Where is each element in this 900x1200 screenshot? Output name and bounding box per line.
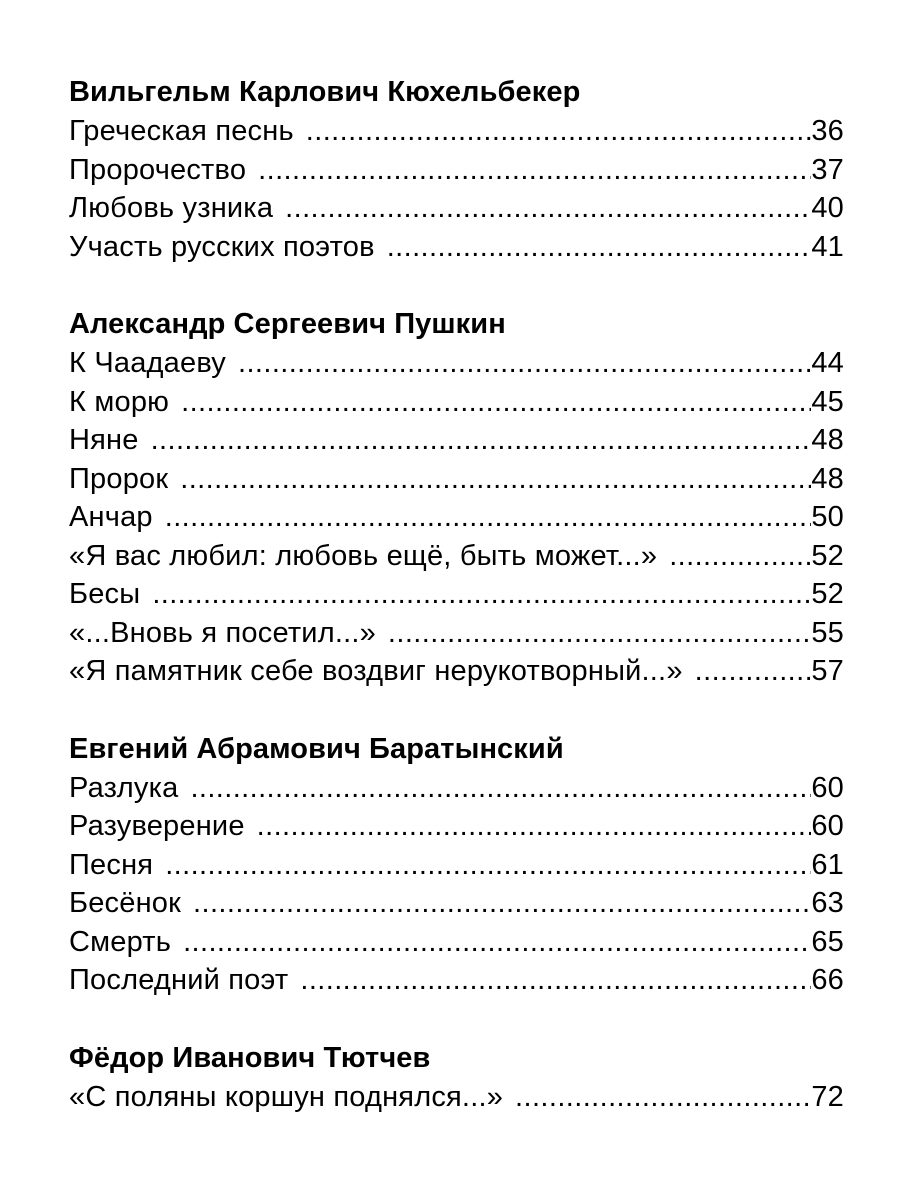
dot-leader bbox=[285, 189, 811, 228]
entry-title: Песня bbox=[69, 848, 154, 881]
entry-title: К Чаадаеву bbox=[69, 347, 226, 379]
dot-leader bbox=[306, 112, 812, 151]
toc-entry bbox=[69, 537, 844, 576]
entry-page-number: 44 bbox=[811, 347, 844, 379]
entry-page-number: 41 bbox=[811, 230, 844, 263]
entry-page-number: 37 bbox=[811, 153, 844, 186]
author-heading: Александр Сергеевич Пушкин bbox=[69, 308, 506, 340]
entry-title: Анчар bbox=[69, 501, 153, 533]
toc-entry bbox=[69, 923, 844, 962]
entry-title: Последний поэт bbox=[69, 964, 289, 996]
entry-page-number: 48 bbox=[811, 462, 844, 495]
entry-page-number: 60 bbox=[811, 771, 844, 804]
toc-section-baratynsky bbox=[69, 729, 844, 1000]
entry-title: «С поляны коршун поднялся...» bbox=[69, 1080, 504, 1113]
dot-leader bbox=[151, 421, 812, 460]
dot-leader bbox=[257, 807, 812, 846]
toc-entry bbox=[69, 652, 844, 691]
entry-page-number: 72 bbox=[811, 1080, 844, 1113]
toc-entry bbox=[69, 151, 844, 190]
toc-entry bbox=[69, 344, 844, 383]
author-heading: Евгений Абрамович Баратынский bbox=[69, 732, 564, 765]
dot-leader bbox=[190, 769, 811, 808]
entry-page-number: 48 bbox=[811, 424, 844, 456]
dot-leader bbox=[152, 575, 811, 614]
entry-title: Греческая песнь bbox=[69, 115, 294, 147]
toc-section-tyutchev bbox=[69, 1038, 844, 1117]
toc-entry bbox=[69, 961, 844, 1000]
toc-section-kuchelbecker bbox=[69, 72, 844, 266]
entry-page-number: 50 bbox=[811, 501, 844, 533]
entry-title: «...Вновь я посетил...» bbox=[69, 616, 376, 649]
dot-leader bbox=[238, 344, 811, 383]
entry-page-number: 40 bbox=[811, 192, 844, 224]
entry-page-number: 60 bbox=[811, 810, 844, 842]
entry-title: Любовь узника bbox=[69, 192, 274, 224]
toc-entry bbox=[69, 421, 844, 460]
entry-title: Смерть bbox=[69, 925, 172, 958]
toc-entry bbox=[69, 575, 844, 614]
dot-leader bbox=[165, 498, 812, 537]
entry-title: «Я вас любил: любовь ещё, быть может...» bbox=[69, 539, 658, 572]
toc-entry bbox=[69, 614, 844, 653]
dot-leader bbox=[669, 537, 811, 576]
dot-leader bbox=[181, 383, 811, 422]
toc-entry bbox=[69, 228, 844, 267]
entry-page-number: 61 bbox=[811, 848, 844, 881]
entry-title: Бесы bbox=[69, 578, 141, 610]
entry-page-number: 55 bbox=[811, 616, 844, 649]
toc-entry bbox=[69, 807, 844, 846]
toc-entry bbox=[69, 769, 844, 808]
dot-leader bbox=[388, 614, 811, 653]
dot-leader bbox=[183, 923, 811, 962]
toc-entry bbox=[69, 383, 844, 422]
entry-page-number: 52 bbox=[811, 539, 844, 572]
entry-page-number: 57 bbox=[811, 655, 844, 687]
toc-entry bbox=[69, 112, 844, 151]
entry-page-number: 52 bbox=[811, 578, 844, 610]
toc-entry bbox=[69, 1078, 844, 1117]
entry-title: Няне bbox=[69, 424, 139, 456]
entry-page-number: 66 bbox=[811, 964, 844, 996]
toc-entry bbox=[69, 846, 844, 885]
entry-title: Бесёнок bbox=[69, 887, 182, 919]
dot-leader bbox=[695, 652, 812, 691]
dot-leader bbox=[165, 846, 811, 885]
dot-leader bbox=[387, 228, 812, 267]
dot-leader bbox=[180, 460, 811, 499]
dot-leader bbox=[258, 151, 811, 190]
entry-title: Участь русских поэтов bbox=[69, 230, 375, 263]
toc-section-pushkin bbox=[69, 304, 844, 691]
author-heading: Вильгельм Карлович Кюхельбекер bbox=[69, 76, 581, 108]
toc-entry bbox=[69, 460, 844, 499]
entry-page-number: 36 bbox=[811, 115, 844, 147]
dot-leader bbox=[300, 961, 811, 1000]
entry-title: Разуверение bbox=[69, 810, 245, 842]
entry-title: Пророк bbox=[69, 462, 169, 495]
entry-title: «Я памятник себе воздвиг нерукотворный...» bbox=[69, 655, 683, 687]
entry-page-number: 63 bbox=[811, 887, 844, 919]
entry-page-number: 65 bbox=[811, 925, 844, 958]
entry-title: Разлука bbox=[69, 771, 179, 804]
dot-leader bbox=[193, 884, 811, 923]
toc-entry bbox=[69, 884, 844, 923]
entry-title: Пророчество bbox=[69, 153, 247, 186]
toc-entry bbox=[69, 498, 844, 537]
entry-title: К морю bbox=[69, 385, 170, 418]
entry-page-number: 45 bbox=[811, 385, 844, 418]
author-heading: Фёдор Иванович Тютчев bbox=[69, 1041, 431, 1074]
dot-leader bbox=[515, 1078, 811, 1117]
toc-entry bbox=[69, 189, 844, 228]
